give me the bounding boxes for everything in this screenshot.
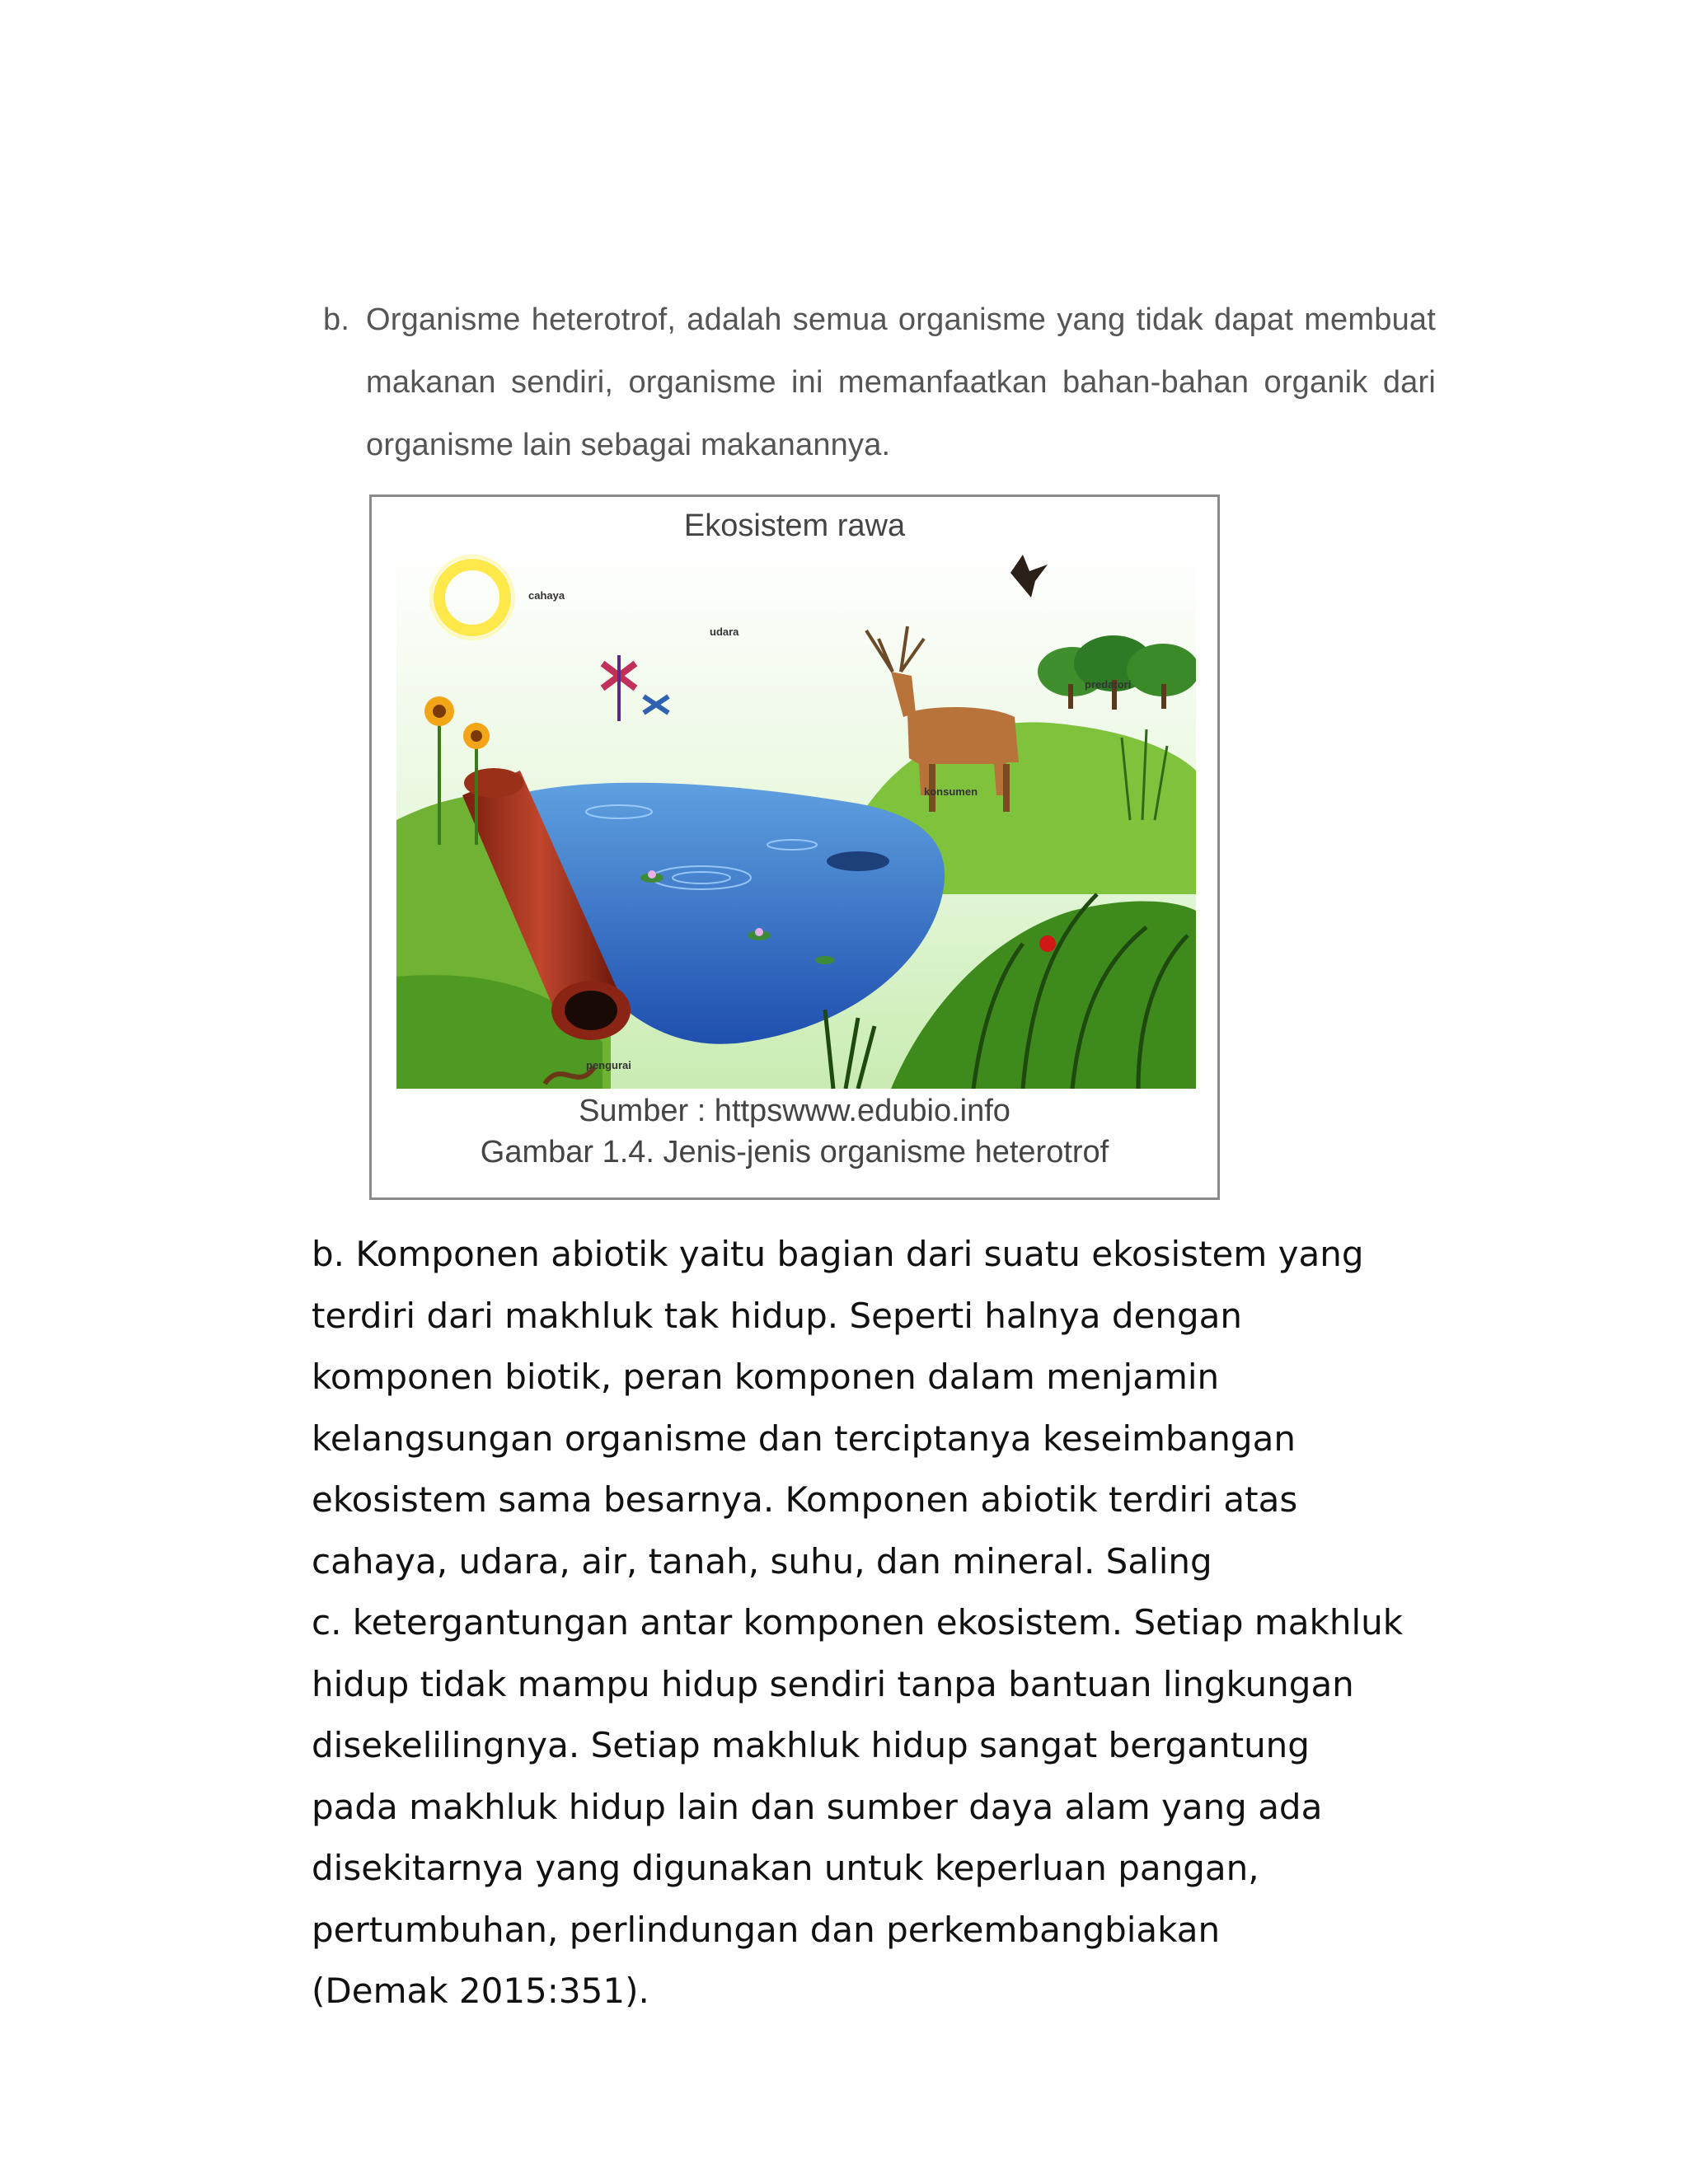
text-line: terdiri dari makhluk tak hidup. Seperti halnya dengan — [312, 1295, 1242, 1336]
figure-source: Sumber : httpswww.edubio.info — [579, 1094, 1010, 1128]
list-label: b. — [323, 302, 350, 337]
text-line: ekosistem sama besarnya. Komponen abiotik terdiri atas — [312, 1479, 1298, 1520]
text-line: pada makhluk hidup lain dan sumber daya alam yang ada — [312, 1786, 1323, 1827]
abiotik-section — [312, 1224, 1432, 2022]
paragraph-text: Organisme heterotrof, adalah semua organisme yang tidak dapat membuat makanan sendiri, organisme ini memanfaatkan bahan-bahan organik dari organisme lain sebagai makanannya. — [366, 302, 1436, 462]
label-pengurai: pengurai — [586, 1059, 631, 1071]
text-line: komponen biotik, peran komponen dalam menjamin — [312, 1357, 1220, 1397]
heterotrof-paragraph — [323, 288, 1436, 476]
text-line: cahaya, udara, air, tanah, suhu, dan mineral. Saling — [312, 1540, 1212, 1582]
text-line: c. ketergantungan antar komponen ekosistem. Setiap makhluk — [312, 1602, 1404, 1643]
text-line: hidup tidak mampu hidup sendiri tanpa bantuan lingkungan — [312, 1663, 1354, 1704]
label-udara: udara — [710, 626, 739, 638]
figure-title: Ekosistem rawa — [683, 509, 906, 543]
swamp-ecosystem-illustration — [396, 548, 1196, 1089]
ecosystem-figure — [369, 494, 1220, 1200]
text-line: disekitarnya yang digunakan untuk keperluan pangan, — [312, 1848, 1259, 1888]
text-line: kelangsungan organisme dan terciptanya keseimbangan — [312, 1418, 1296, 1459]
label-konsumen: konsumen — [924, 785, 978, 798]
text-line: disekelilingnya. Setiap makhluk hidup sangat bergantung — [312, 1725, 1310, 1765]
text-line: (Demak 2015:351). — [312, 1971, 649, 2011]
label-predatori: predatori — [1085, 678, 1132, 691]
text-line: pertumbuhan, perlindungan dan perkembangbiakan — [312, 1909, 1221, 1950]
red-flower — [1039, 935, 1056, 952]
text-line: b. Komponen abiotik yaitu bagian dari suatu ekosistem yang — [312, 1234, 1364, 1274]
figure-caption: Gambar 1.4. Jenis-jenis organisme heterotrof — [480, 1135, 1109, 1169]
label-cahaya: cahaya — [528, 589, 565, 602]
